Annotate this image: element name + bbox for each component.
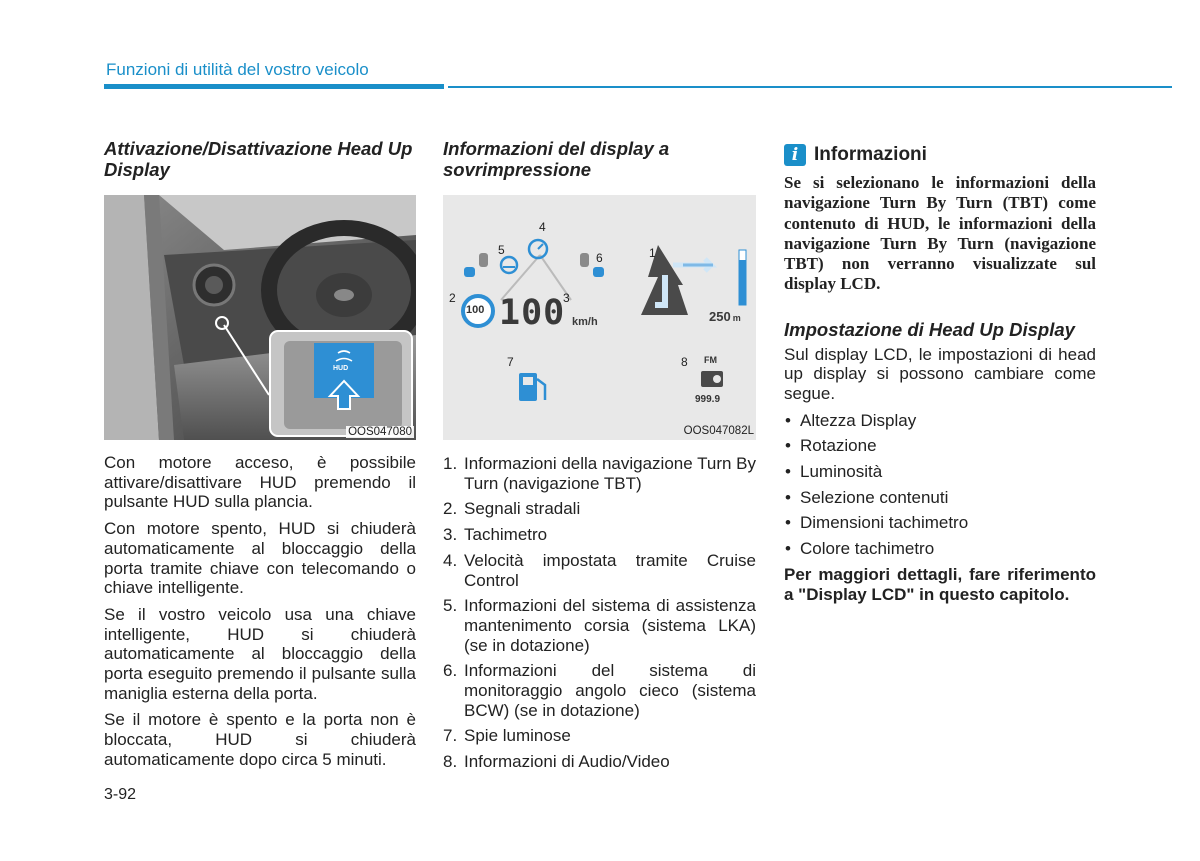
callout-3: 3 <box>563 291 570 305</box>
speed-unit: km/h <box>572 316 598 328</box>
paragraph: Se il vostro veicolo usa una chiave intelligente, HUD si chiuderà automaticamente al bloccaggio della porta eseguito premendo il pulsante sulla maniglia esterna della porta. <box>104 604 416 703</box>
callout-8: 8 <box>681 355 688 369</box>
paragraph: Con motore spento, HUD si chiuderà automaticamente al bloccaggio della porta tramite chiave con telecomando o chiave intelligente. <box>104 519 416 598</box>
hud-display-figure <box>443 195 756 440</box>
list-item: • Altezza Display <box>784 411 1096 431</box>
radio-band: FM <box>704 355 717 365</box>
chapter-title: Funzioni di utilità del vostro veicolo <box>106 60 369 79</box>
section-heading-activation: Attivazione/Disattivazione Head Up Display <box>104 138 413 180</box>
tbt-distance-unit: m <box>732 313 741 323</box>
tbt-distance <box>709 309 741 324</box>
callout-4: 4 <box>539 220 546 234</box>
header-rule-thick <box>104 84 444 89</box>
list-item: 5. Informazioni del sistema di assistenza mantenimento corsia (sistema LKA) (se in dotazione) <box>443 596 756 655</box>
section-heading-display-info: Informazioni del display a sovrimpressione <box>443 138 670 180</box>
list-item: • Selezione contenuti <box>784 488 1096 508</box>
header-rule-thin <box>448 86 1172 88</box>
settings-list <box>784 411 1096 559</box>
column-info-settings <box>784 138 1096 605</box>
hud-button-label: HUD <box>333 365 349 372</box>
callout-6: 6 <box>596 251 603 265</box>
callout-2: 2 <box>449 291 456 305</box>
list-item: 1. Informazioni della navigazione Turn By Turn (navigazione TBT) <box>443 454 756 493</box>
dashboard-photo <box>104 195 416 440</box>
figure-code: OOS047080 <box>348 426 412 438</box>
paragraph: Se il motore è spento e la porta non è bloccata, HUD si chiuderà automaticamente dopo circa 5 minuti. <box>104 710 416 769</box>
list-item: • Dimensioni tachimetro <box>784 513 1096 533</box>
callout-1: 1 <box>649 246 656 260</box>
column-hud-info <box>443 138 756 778</box>
speed-limit-sign-value: 100 <box>466 304 485 316</box>
list-item: 6. Informazioni del sistema di monitoraggio angolo cieco (sistema BCW) (se in dotazione) <box>443 661 756 720</box>
column-hud-activation <box>104 138 416 777</box>
info-box-header <box>784 144 1096 166</box>
dashboard-illustration <box>104 195 416 440</box>
list-item: • Luminosità <box>784 462 1096 482</box>
paragraph: Con motore acceso, è possibile attivare/disattivare HUD premendo il pulsante HUD sulla plancia. <box>104 453 416 512</box>
tbt-distance-value: 250 <box>709 309 731 324</box>
reference-note: Per maggiori dettagli, fare riferimento a "Display LCD" in questo capitolo. <box>784 564 1096 605</box>
section-heading-settings: Impostazione di Head Up Display <box>784 318 1075 340</box>
hud-items-list <box>443 454 756 772</box>
list-item: 2. Segnali stradali <box>443 499 581 519</box>
page-number: 3-92 <box>104 786 137 803</box>
info-title: Informazioni <box>814 144 927 165</box>
list-item: 8. Informazioni di Audio/Video <box>443 752 670 772</box>
list-item: • Rotazione <box>784 436 1096 456</box>
radio-frequency: 999.9 <box>695 394 721 405</box>
figure-code: OOS047082L <box>683 425 754 437</box>
info-icon: i <box>784 144 806 166</box>
info-body: Se si selezionano le informazioni della navigazione Turn By Turn (TBT) come contenuto di HUD, le informazioni della navigazione Turn By Turn (navigazione TBT) non verranno visualizzate sul display LCD. <box>784 173 1096 294</box>
list-item: 4. Velocità impostata tramite Cruise Control <box>443 550 756 590</box>
paragraph: Sul display LCD, le impostazioni di head up display si possono cambiare come segue. <box>784 344 1096 404</box>
list-item: • Colore tachimetro <box>784 539 1096 559</box>
list-item: 7. Spie luminose <box>443 726 571 746</box>
speed-readout: 100 <box>499 293 566 333</box>
callout-5: 5 <box>498 243 505 257</box>
list-item: 3. Tachimetro <box>443 525 548 545</box>
callout-7: 7 <box>507 355 514 369</box>
